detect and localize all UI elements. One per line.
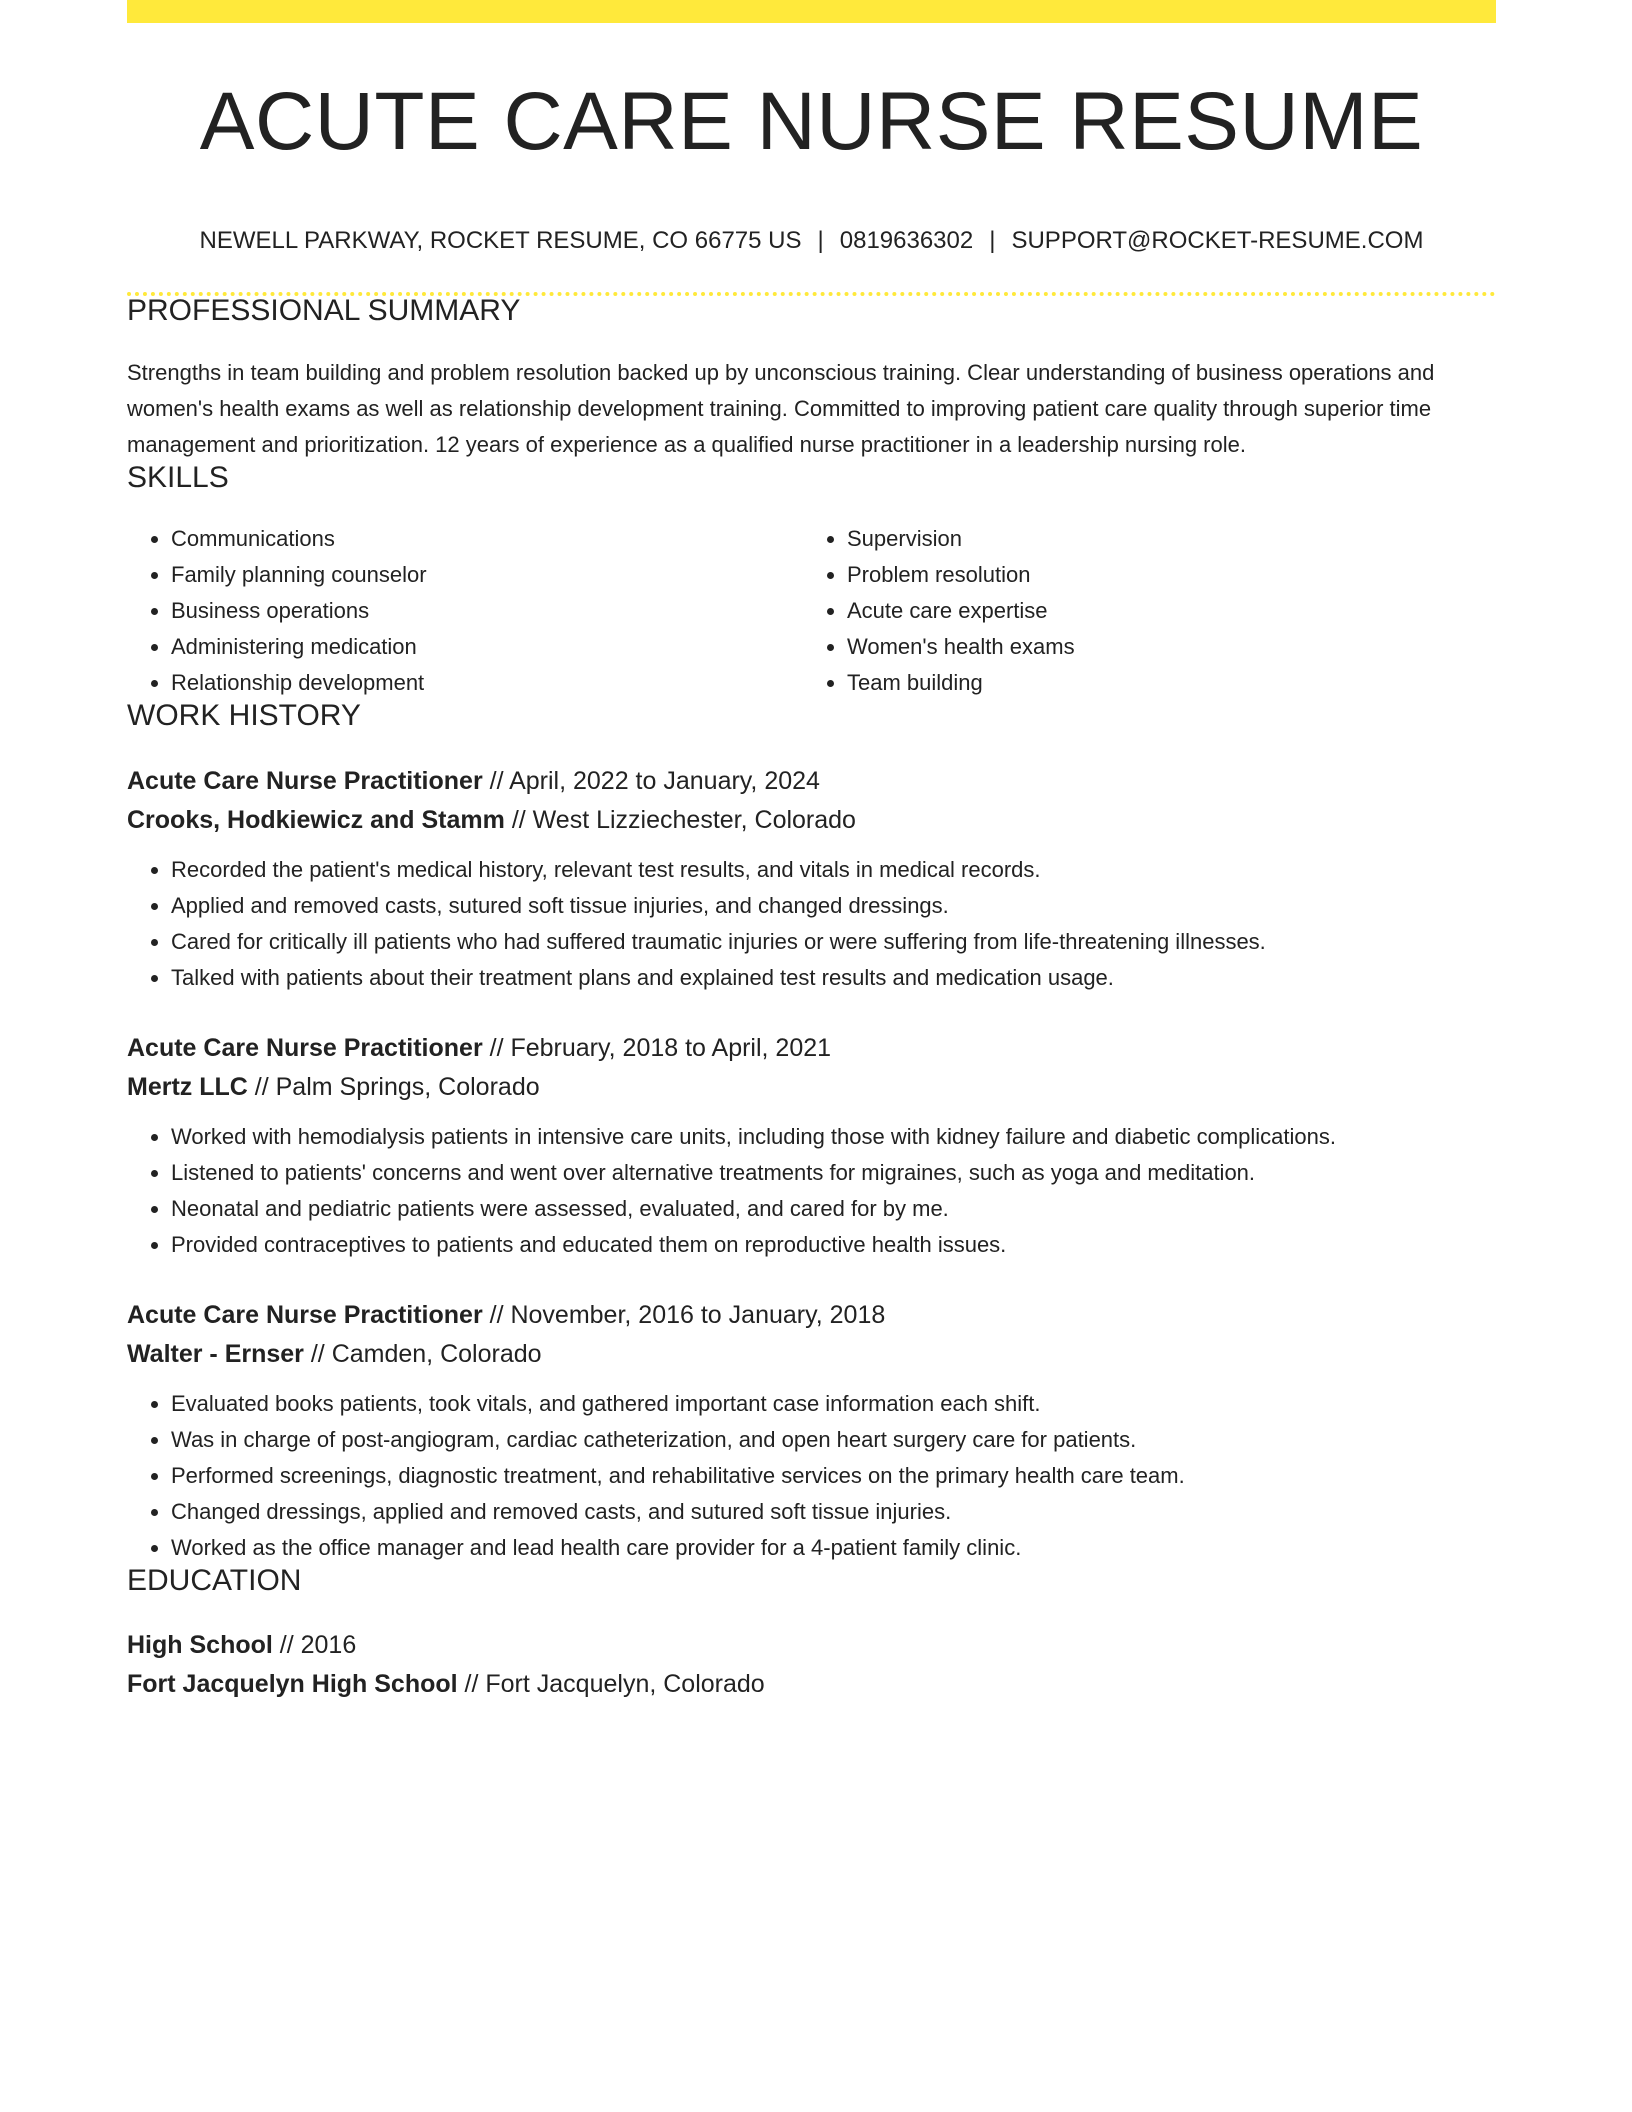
job-bullet: • Talked with patients about their treatment plans and explained test results and medication usage. [171, 960, 1496, 996]
job-entry [127, 762, 1496, 996]
contact-phone: 0819636302 [839, 227, 974, 254]
job-title: Acute Care Nurse Practitioner [127, 1034, 483, 1062]
skill-item: • Supervision [847, 521, 1477, 557]
education-degree: High School [127, 1631, 273, 1659]
job-bullets [127, 852, 1496, 996]
job-dates: // April, 2022 to January, 2024 [482, 767, 820, 795]
education-heading: EDUCATION [127, 1564, 302, 1597]
contact-line [127, 229, 1496, 253]
job-bullet: • Neonatal and pediatric patients were assessed, evaluated, and cared for by me. [171, 1191, 1496, 1227]
resume-title: ACUTE CARE NURSE RESUME [199, 76, 1424, 167]
job-title: Acute Care Nurse Practitioner [127, 767, 483, 795]
contact-separator: | [817, 227, 824, 254]
skills-column-left [127, 521, 801, 701]
skill-item: • Relationship development [171, 665, 801, 701]
job-title-line [127, 1029, 1496, 1068]
job-company: Walter - Ernser [127, 1340, 304, 1368]
contact-address: NEWELL PARKWAY, ROCKET RESUME, CO 66775 US [199, 227, 802, 254]
summary-heading: PROFESSIONAL SUMMARY [127, 294, 521, 327]
education-entry [127, 1626, 1496, 1704]
job-dates: // February, 2018 to April, 2021 [482, 1034, 832, 1062]
skills-column-right [801, 521, 1477, 701]
job-bullet: • Was in charge of post-angiogram, cardiac catheterization, and open heart surgery care for patients. [171, 1422, 1496, 1458]
job-location: // Camden, Colorado [303, 1340, 542, 1368]
skill-item: • Acute care expertise [847, 593, 1477, 629]
summary-text: Strengths in team building and problem resolution backed up by unconscious training. Clear understanding of business operations and women's health exams as well as relationship development training. Committed to improving patient care quality through superior time management and prioritization. 12 years of experience as a qualified nurse practitioner in a leadership nursing role. [127, 360, 1435, 457]
skill-item: • Women's health exams [847, 629, 1477, 665]
job-bullet: • Recorded the patient's medical history, relevant test results, and vitals in medical records. [171, 852, 1496, 888]
skill-item: • Business operations [171, 593, 801, 629]
job-company-line [127, 1068, 1496, 1107]
job-entry [127, 1029, 1496, 1263]
job-bullets [127, 1119, 1496, 1263]
job-bullet: • Worked as the office manager and lead health care provider for a 4-patient family clinic. [171, 1530, 1496, 1566]
job-title: Acute Care Nurse Practitioner [127, 1301, 483, 1329]
job-title-line [127, 1296, 1496, 1335]
education-location: // Fort Jacquelyn, Colorado [457, 1670, 765, 1698]
accent-top-bar [127, 0, 1496, 23]
job-bullet: • Listened to patients' concerns and went over alternative treatments for migraines, such as yoga and meditation. [171, 1155, 1496, 1191]
education-year: // 2016 [272, 1631, 357, 1659]
skills-list [127, 521, 1496, 701]
resume-page [127, 0, 1496, 1704]
contact-separator: | [989, 227, 996, 254]
education-school-line [127, 1665, 1496, 1704]
job-bullet: • Applied and removed casts, sutured soft tissue injuries, and changed dressings. [171, 888, 1496, 924]
contact-email: SUPPORT@ROCKET-RESUME.COM [1011, 227, 1424, 254]
job-bullet: • Changed dressings, applied and removed casts, and sutured soft tissue injuries. [171, 1494, 1496, 1530]
skill-item: • Problem resolution [847, 557, 1477, 593]
skill-item: • Family planning counselor [171, 557, 801, 593]
skills-heading: SKILLS [127, 461, 229, 494]
job-company: Mertz LLC [127, 1073, 248, 1101]
job-company: Crooks, Hodkiewicz and Stamm [127, 806, 505, 834]
education-degree-line [127, 1626, 1496, 1665]
job-entry [127, 1296, 1496, 1566]
job-company-line [127, 801, 1496, 840]
job-bullet: • Evaluated books patients, took vitals, and gathered important case information each shift. [171, 1386, 1496, 1422]
job-location: // Palm Springs, Colorado [247, 1073, 540, 1101]
skill-item: • Administering medication [171, 629, 801, 665]
education-school: Fort Jacquelyn High School [127, 1670, 458, 1698]
skill-item: • Communications [171, 521, 801, 557]
job-company-line [127, 1335, 1496, 1374]
skill-item: • Team building [847, 665, 1477, 701]
job-bullet: • Worked with hemodialysis patients in intensive care units, including those with kidney failure and diabetic complications. [171, 1119, 1496, 1155]
job-bullet: • Performed screenings, diagnostic treatment, and rehabilitative services on the primary health care team. [171, 1458, 1496, 1494]
job-location: // West Lizziechester, Colorado [504, 806, 856, 834]
job-bullet: • Cared for critically ill patients who had suffered traumatic injuries or were suffering from life-threatening illnesses. [171, 924, 1496, 960]
work-history-heading: WORK HISTORY [127, 699, 361, 732]
job-bullet: • Provided contraceptives to patients and educated them on reproductive health issues. [171, 1227, 1496, 1263]
job-bullets [127, 1386, 1496, 1566]
job-title-line [127, 762, 1496, 801]
job-dates: // November, 2016 to January, 2018 [482, 1301, 886, 1329]
